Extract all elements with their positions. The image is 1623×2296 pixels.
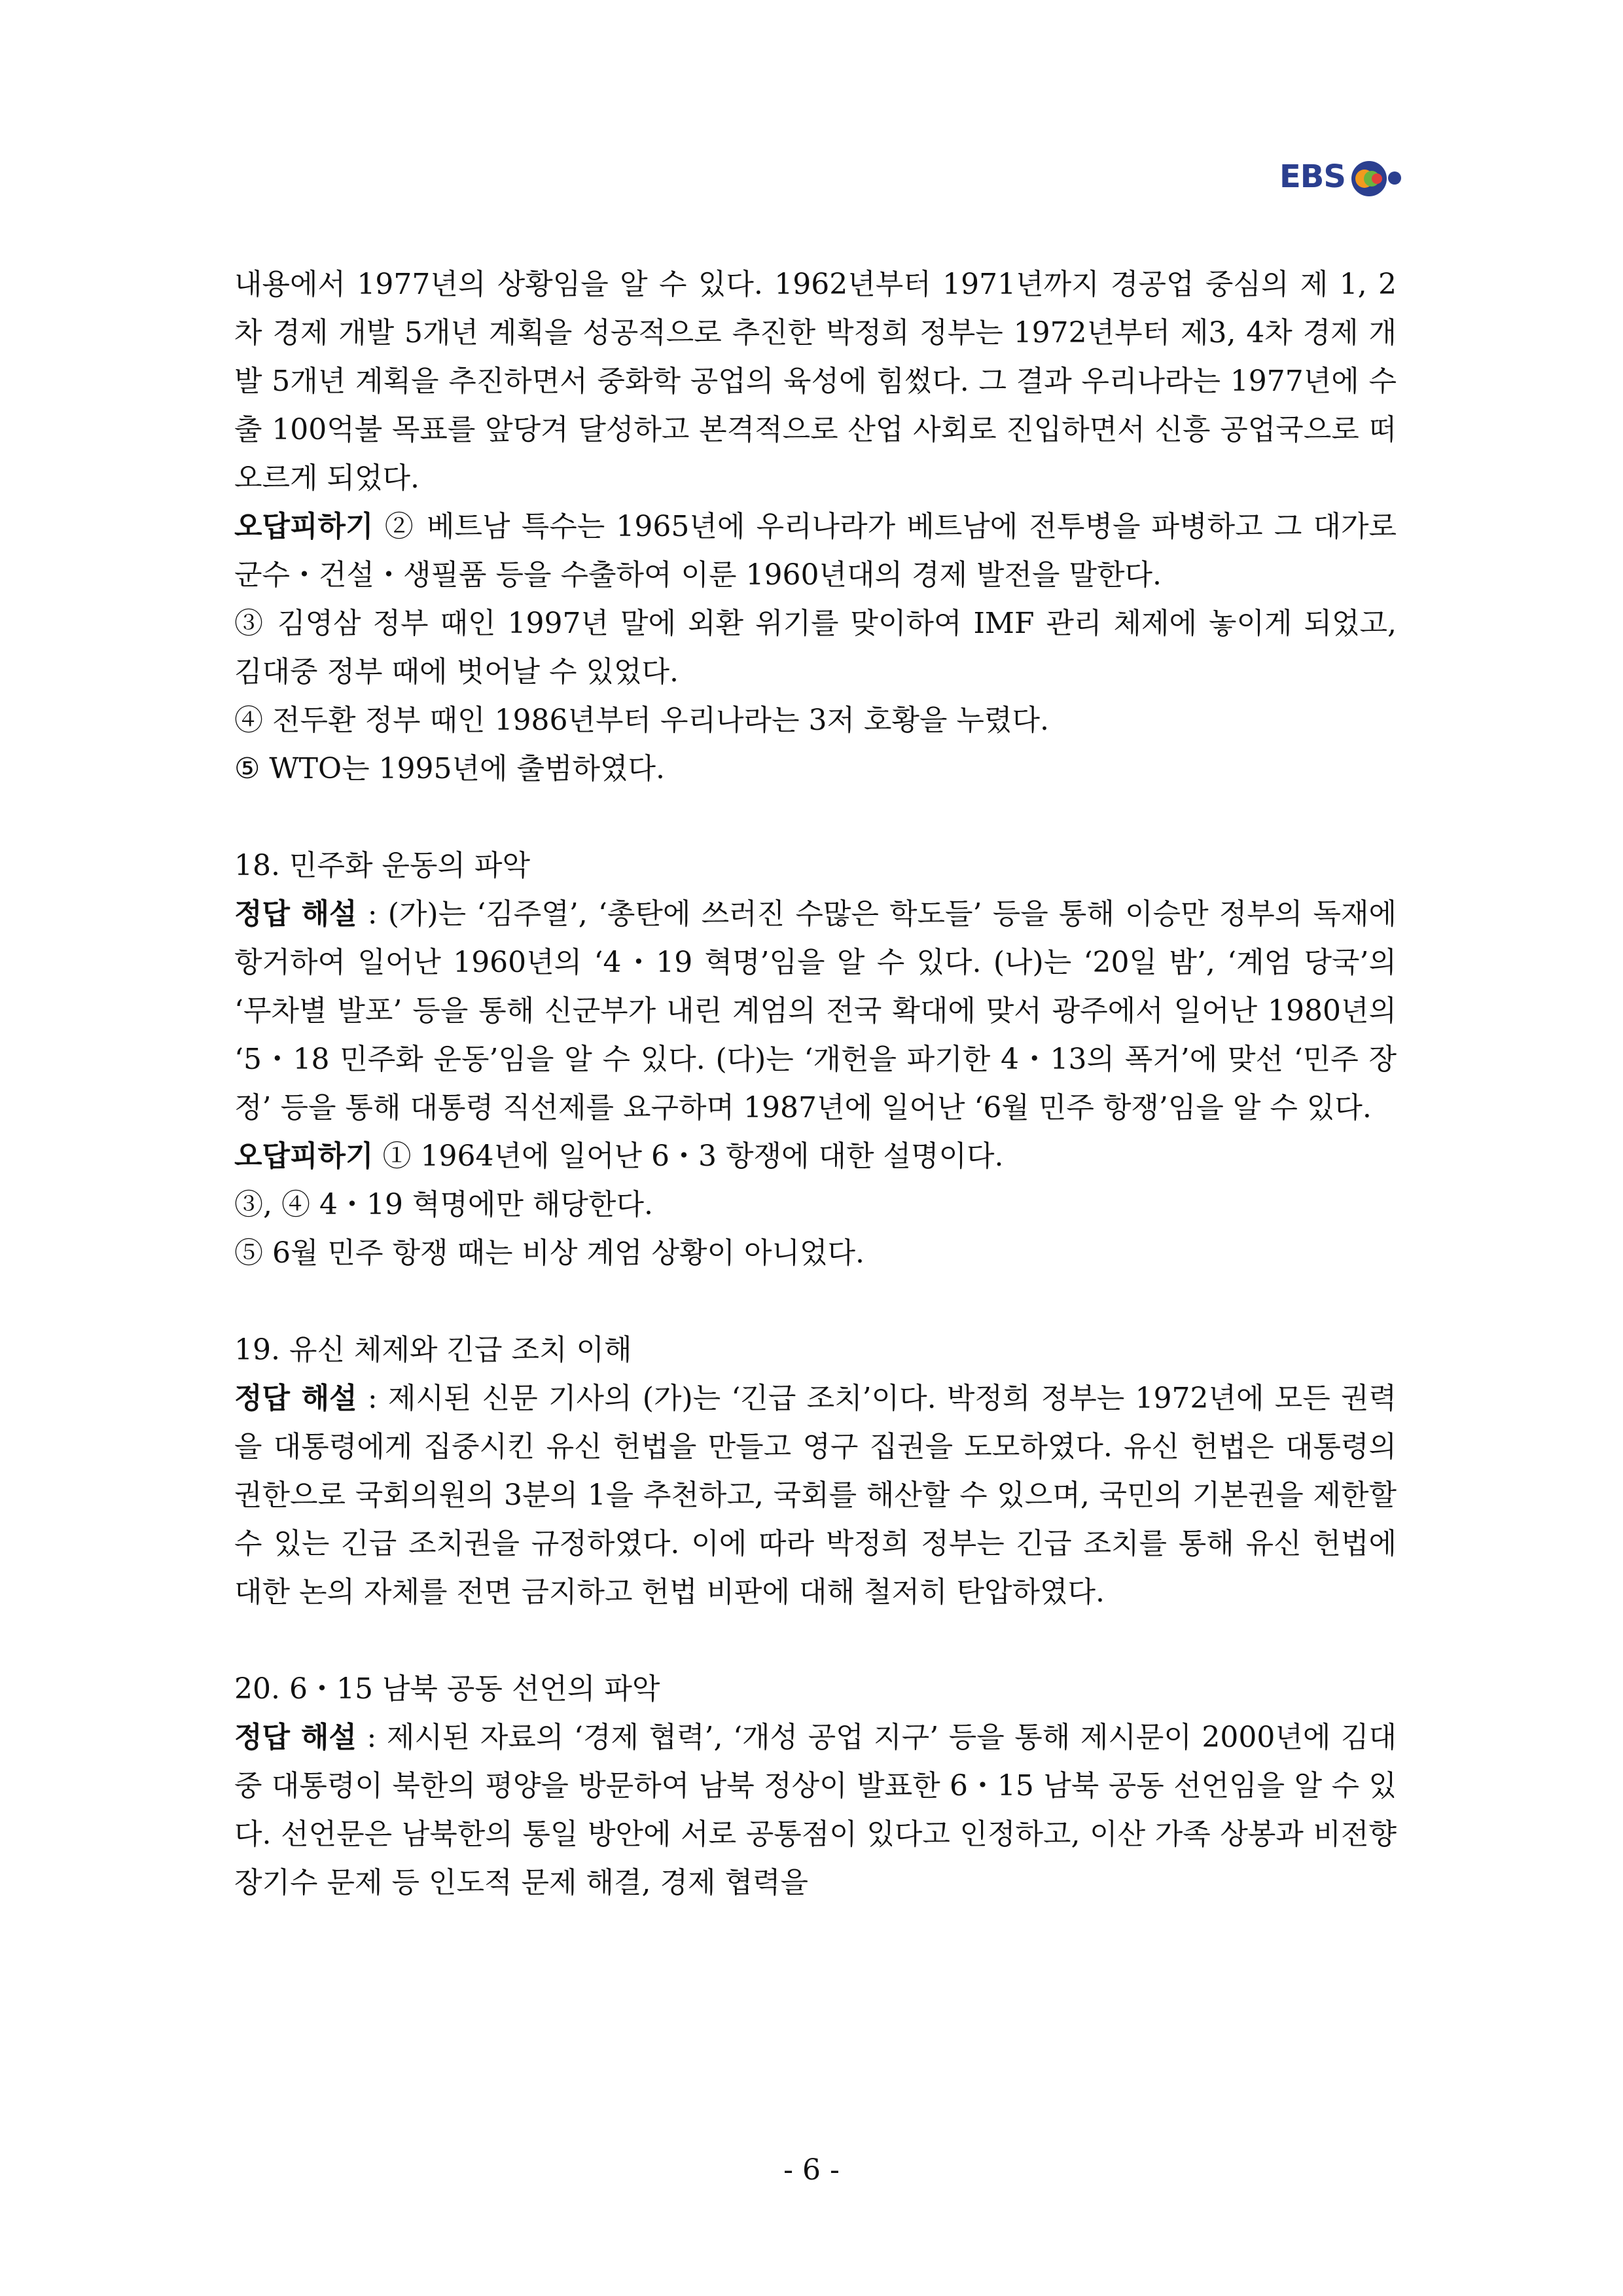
section-gap [234,793,1397,842]
answer-text: : 제시된 자료의 ‘경제 협력’, ‘개성 공업 지구’ 등을 통해 제시문이 2000년에 김대중 대통령이 북한의 평양을 방문하여 남북 정상이 발표한 6・15 남북 공동 선언임을 알 수 있다. 선언문은 남북한의 통일 방안에 서로 공통점이 있다고 인정하고, 이산 가족 상봉과 비전향 장기수 문제 등 인도적 문제 해결, 경제 협력을 [234,1721,1397,1899]
wrong-answer-label: 오답피하기 [234,510,374,543]
q19-title: 19. 유신 체제와 긴급 조치 이해 [234,1333,632,1367]
ebs-logo-text: EBS [1279,158,1346,195]
ebs-logo-mark-icon [1350,160,1388,198]
q20-answer-paragraph [234,1713,1397,1907]
q18-wrong-answer-1 [234,1132,1397,1181]
q17-wrong-answer-4: ④ 전두환 정부 때인 1986년부터 우리나라는 3저 호황을 누렸다. [234,704,1049,737]
wrong-answer-label: 오답피하기 [234,1139,374,1173]
wrong-answer-text: ① 1964년에 일어난 6・3 항쟁에 대한 설명이다. [373,1139,1004,1173]
q18-answer-paragraph [234,890,1397,1132]
q17-intro-paragraph: 내용에서 1977년의 상황임을 알 수 있다. 1962년부터 1971년까지 경공업 중심의 제 1, 2차 경제 개발 5개년 계획을 성공적으로 추진한 박정희 정부는 1972년부터 제3, 4차 경제 개발 5개년 계획을 추진하면서 중화학 공업의 육성에 힘썼다. 그 결과 우리나라는 1977년에 수출 100억불 목표를 앞당겨 달성하고 본격적으로 산업 사회로 진입하면서 신흥 공업국으로 떠오르게 되었다. [234,268,1397,495]
q18-wrong-answer-34: ③, ④ 4・19 혁명에만 해당한다. [234,1188,653,1221]
q19-answer-paragraph [234,1374,1397,1617]
wrong-answer-text: ② 베트남 특수는 1965년에 우리나라가 베트남에 전투병을 파병하고 그 대가로 군수・건설・생필품 등을 수출하여 이룬 1960년대의 경제 발전을 말한다. [234,510,1397,592]
answer-label: 정답 해설 [234,897,357,931]
answer-text: : (가)는 ‘김주열’, ‘총탄에 쓰러진 수많은 학도들’ 등을 통해 이승만 정부의 독재에 항거하여 일어난 1960년의 ‘4・19 혁명’임을 알 수 있다. (나)는 ‘20일 밤’, ‘계엄 당국’의 ‘무차별 발포’ 등을 통해 신군부가 내린 계엄의 전국 확대에 맞서 광주에서 일어난 1980년의 ‘5・18 민주화 운동’임을 알 수 있다. (다)는 ‘개헌을 파기한 4・13의 폭거’에 맞선 ‘민주 장정’ 등을 통해 대통령 직선제를 요구하며 1987년에 일어난 ‘6월 민주 항쟁’임을 알 수 있다. [234,897,1397,1124]
page-content [234,260,1397,1907]
q18-wrong-answer-5: ⑤ 6월 민주 항쟁 때는 비상 계엄 상황이 아니었다. [234,1236,865,1270]
answer-label: 정답 해설 [234,1721,357,1754]
q17-wrong-answer-3: ③ 김영삼 정부 때인 1997년 말에 외환 위기를 맞이하여 IMF 관리 체제에 놓이게 되었고, 김대중 정부 때에 벗어날 수 있었다. [234,607,1397,689]
q17-wrong-answer-5: ⑤ WTO는 1995년에 출범하였다. [234,752,666,785]
answer-label: 정답 해설 [234,1382,357,1415]
q17-wrong-answer-2 [234,503,1397,600]
ebs-logo [1279,156,1404,202]
section-gap [234,1617,1397,1665]
q20-title: 20. 6・15 남북 공동 선언의 파악 [234,1672,660,1706]
ebs-logo-dot [1388,171,1401,185]
page-number: - 6 - [783,2153,840,2187]
q18-title: 18. 민주화 운동의 파악 [234,849,530,882]
section-gap [234,1278,1397,1326]
answer-text: : 제시된 신문 기사의 (가)는 ‘긴급 조치’이다. 박정희 정부는 1972년에 모든 권력을 대통령에게 집중시킨 유신 헌법을 만들고 영구 집권을 도모하였다. 유신 헌법은 대통령의 권한으로 국회의원의 3분의 1을 추천하고, 국회를 해산할 수 있으며, 국민의 기본권을 제한할 수 있는 긴급 조치권을 규정하였다. 이에 따라 박정희 정부는 긴급 조치를 통해 유신 헌법에 대한 논의 자체를 전면 금지하고 헌법 비판에 대해 철저히 탄압하였다. [234,1382,1397,1609]
